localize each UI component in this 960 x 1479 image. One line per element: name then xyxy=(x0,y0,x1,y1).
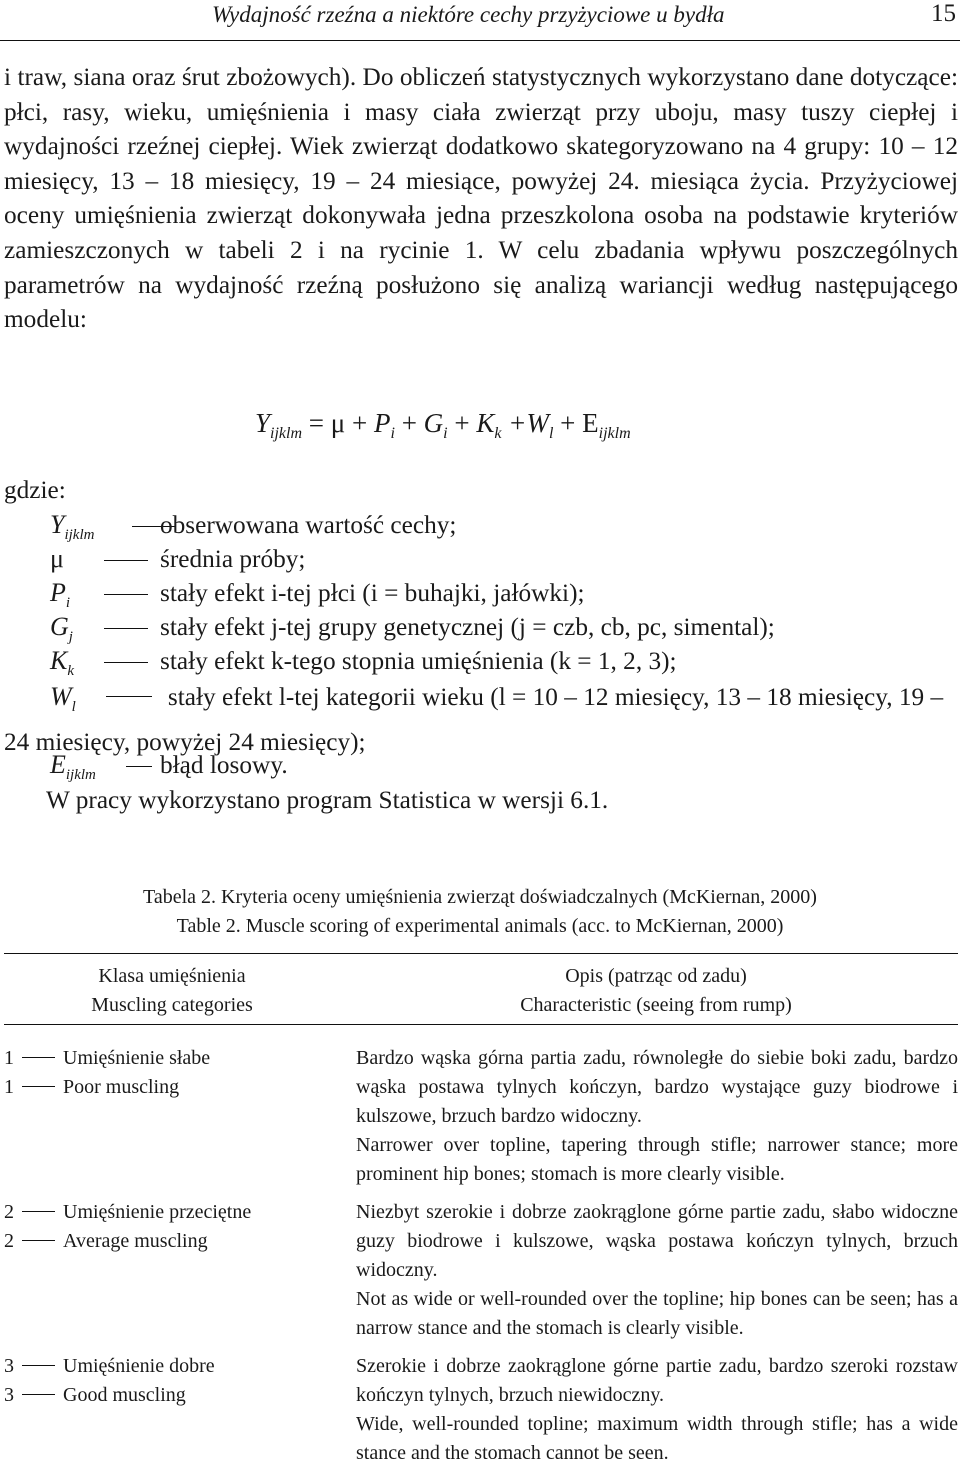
definition-text: stały efekt k-tego stopnia umięśnienia (k = 1, 2, 3); xyxy=(160,647,677,675)
definition-symbol: $K_k$ xyxy=(50,646,75,679)
table-row-class: 3 Umięśnienie dobre 3 Good muscling xyxy=(4,1355,215,1406)
definition-text: obserwowana wartość cechy; xyxy=(160,511,457,539)
page-number: 15 xyxy=(931,0,956,27)
formula-p: P xyxy=(373,408,391,438)
definition-symbol: $Y_{ijklm}$ xyxy=(50,510,95,543)
formula-k-sub: k xyxy=(494,425,502,442)
definition-text: stały efekt i-tej płci (i = buhajki, jałówki); xyxy=(160,579,585,607)
formula-p-sub: i xyxy=(390,425,395,442)
formula-w-sub: l xyxy=(548,425,554,442)
table-row-class: 2 Umięśnienie przeciętne 2 Average muscling xyxy=(4,1201,252,1252)
table-row-description: Bardzo wąska górna partia zadu, równoległe do siebie boki zadu, bardzo wąska postawa tylnych kończyn, bardzo wystające guzy biodrowe i kulszowe, brzuch bardzo widoczny. Narrower over topline, tapering through stifle; narrower stance; more prominent hip bones; stomach is more clearly visible. xyxy=(356,1047,958,1185)
table-caption-en: Table 2. Muscle scoring of experimental animals (acc. to McKiernan, 2000) xyxy=(176,915,784,937)
definition-text: średnia próby; xyxy=(160,545,306,573)
definition-text: błąd losowy. xyxy=(160,751,288,779)
definition-g xyxy=(0,612,960,646)
formula-g-sub: i xyxy=(443,425,448,442)
formula-plus: + xyxy=(560,408,576,438)
em-dash xyxy=(104,560,148,561)
formula-eq: = xyxy=(308,408,325,438)
column-header-description: Opis (patrząc od zadu) Characteristic (seeing from rump) xyxy=(520,965,792,1016)
definition-p xyxy=(0,578,960,612)
em-dash xyxy=(104,628,148,629)
definition-symbol: $P_i$ xyxy=(50,578,71,611)
definition-e xyxy=(0,750,960,784)
table-header-rule xyxy=(4,1024,958,1025)
formula-e: E xyxy=(582,408,599,438)
definition-text: stały efekt j-tej grupy genetycznej (j = czb, cb, pc, simental); xyxy=(160,613,775,641)
formula-k: K xyxy=(476,408,495,438)
formula-y: Y xyxy=(255,408,271,438)
closing-sentence: W pracy wykorzystano program Statistica w wersji 6.1. xyxy=(46,786,609,814)
table-caption-pl: Tabela 2. Kryteria oceny umięśnienia zwierząt doświadczalnych (McKiernan, 2000) xyxy=(143,886,817,908)
definition-symbol: $G_j$ xyxy=(50,612,73,645)
running-title: Wydajność rzeźna a niektóre cechy przyżyciowe u bydła xyxy=(212,2,725,27)
formula-plus: + xyxy=(352,408,368,438)
formula-mu: μ xyxy=(330,408,346,438)
definition-w xyxy=(4,680,958,759)
running-header xyxy=(0,0,960,41)
definition-mu xyxy=(0,544,960,578)
em-dash xyxy=(104,662,148,663)
definition-y xyxy=(0,510,960,544)
table-top-rule xyxy=(4,953,958,954)
where-label: gdzie: xyxy=(4,476,66,504)
definition-k xyxy=(0,646,960,680)
definition-symbol: μ xyxy=(50,544,64,573)
body-paragraph: i traw, siana oraz śrut zbożowych). Do obliczeń statystycznych wykorzystano dane dotyczące: płci, rasy, wieku, umięśnienia i masy ciała zwierząt przy uboju, masy tuszy ciepłej i wydajności rzeźnej ciepłej. Wiek zwierząt dodatkowo skategoryzowano na 4 grupy: 10 – 12 miesięcy, 13 – 18 miesięcy, 19 – 24 miesiące, powyżej 24. miesiąca życia. Przyżyciowej oceny umięśnienia zwierząt dokonywała jedna przeszkolona osoba na podstawie kryteriów zamieszczonych w tabeli 2 i na rycinie 1. W celu zbadania wpływu poszczególnych parametrów na wydajność rzeźną posłużono się analizą wariancji według następującego modelu: xyxy=(4,63,958,334)
formula-w: +W xyxy=(508,408,549,438)
definition-text: stały efekt l-tej kategorii wieku (l = 10 – 12 miesięcy, 13 – 18 miesięcy, 19 – 24 miesięcy, powyżej 24 miesięcy); xyxy=(4,683,944,756)
formula-plus: + xyxy=(401,408,417,438)
em-dash xyxy=(104,594,148,595)
formula-e-sub: ijklm xyxy=(598,425,631,442)
definition-symbol: $E_{ijklm}$ xyxy=(50,750,96,783)
definition-symbol: $W_l$ xyxy=(50,682,76,715)
model-formula xyxy=(255,408,631,443)
em-dash xyxy=(126,766,152,767)
table-row-class: 1 Umięśnienie słabe 1 Poor muscling xyxy=(4,1047,211,1098)
column-header-class: Klasa umięśnienia Muscling categories xyxy=(91,965,253,1016)
em-dash xyxy=(106,696,152,697)
table-row-description: Niezbyt szerokie i dobrze zaokrąglone górne partie zadu, słabo widoczne guzy biodrowe i kulszowe, wąska postawa kończyn tylnych, brzuch widoczny. Not as wide or well-rounded over the topline; hip bones can be seen; has a narrow stance and the stomach is clearly visible. xyxy=(356,1201,958,1339)
formula-y-sub: ijklm xyxy=(270,425,303,442)
formula-g: G xyxy=(423,408,444,438)
formula-plus: + xyxy=(454,408,470,438)
table-row-description: Szerokie i dobrze zaokrąglone górne partie zadu, bardzo szeroki rozstaw kończyn tylnych, brzuch niewidoczny. Wide, well-rounded topline; maximum width through stifle; has a wide stance and the stomach cannot be seen. xyxy=(356,1355,958,1464)
